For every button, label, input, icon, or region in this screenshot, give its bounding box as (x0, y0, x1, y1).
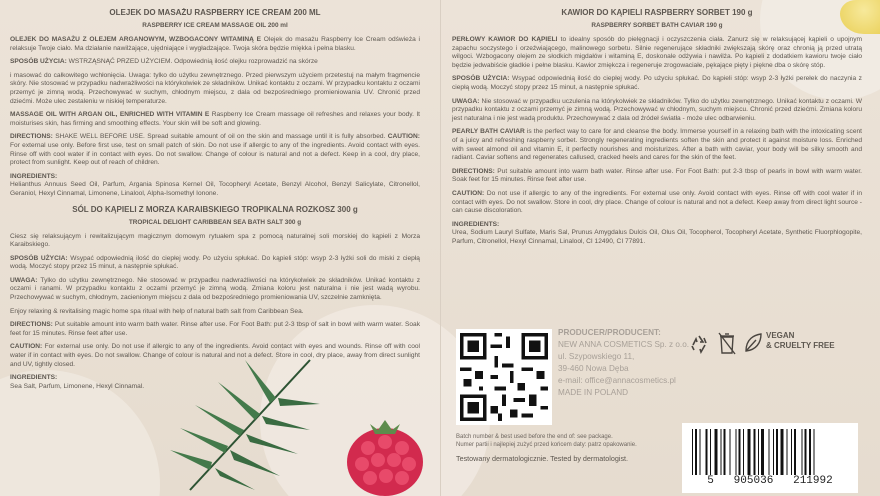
oil-description-pl (10, 36, 420, 53)
barcode-bar (700, 429, 701, 475)
barcode-bar (781, 429, 784, 475)
barcode-digits: 5 905036 211992 (707, 475, 833, 487)
caviar-lead-pl: PERŁOWY KAWIOR DO KĄPIELI (452, 36, 558, 43)
caviar-text-pl: to idealny sposób do pielęgnacji i oczyszczenia ciała. Zanurz się w relaksującej kąpieli o upojnym zapachu soczystego i orzeźwiającego, malinowego sorbetu. Silnie regenerujące składniki zwiększają skórę oraz chronią ją przed utratą wilgoci. Wzbogacony olejem ze słodkich migdałów i witaminą E, doskonale odżywia i nawilża. Po kąpieli z dodatkiem kawioru twoje ciało będzie jedwabiście gładkie i pełne blasku. Kawior zmiękcza i regeneruje zrogowaciałe, pękające pięty i piękne dba o skórę stóp. (452, 36, 862, 69)
leaf-icon (742, 331, 764, 355)
caviar-caution-label: CAUTION: (452, 189, 485, 197)
recycle-icon (688, 333, 710, 355)
vegan-line2: & CRUELTY FREE (766, 341, 835, 350)
salt-directions (10, 321, 420, 338)
barcode-bar (730, 429, 731, 475)
barcode-bar (754, 429, 756, 475)
oil-caution-label: CAUTION: (387, 133, 420, 141)
salt-caution (10, 343, 420, 369)
producer-street: ul. Szypowskiego 11, (558, 352, 635, 361)
caviar-ingredients-text: Urea, Sodium Lauryl Sulfate, Maris Sal, Prunus Amygdalus Dulcis Oil, Olus Oil, Tocopherol, Tocopheryl Acetate, Synthetic Fluorphlogopite, Parfum, Citronellol, Hexyl Cinnamal, Linalool, CI 12490, CI 77891. (452, 229, 862, 245)
salt-subtitle: TROPICAL DELIGHT CARIBBEAN SEA BATH SALT 300 g (128, 218, 302, 226)
barcode-bar (814, 429, 815, 475)
oil-ingredients-text: Helianthus Annuus Seed Oil, Parfum, Argania Spinosa Kernel Oil, Tocopheryl Acetate, Benzyl Alcohol, Benzyl Salicylate, Citronellol, Geraniol, Hexyl Cinnamal, Limonene, Linalool, Alpha-Isomethyl Ionone. (10, 181, 420, 197)
barcode-bar (809, 429, 811, 475)
qr-code[interactable] (456, 329, 552, 425)
barcode-bar (695, 429, 697, 475)
caviar-usage-pl (452, 75, 862, 92)
caviar-warning-label: UWAGA: (452, 97, 480, 105)
salt-description-pl: Ciesz się relaksującym i rewitalizującym magicznym domowym rytuałem spa z pomocą naturalnej soli morskiej do kąpieli z Morza Karaibskiego. (10, 232, 420, 249)
salt-usage-pl (10, 255, 420, 272)
salt-caution-text: For external use only. Do not use if allergic to any of the ingredients. Avoid contact with eyes and wounds. Rinse off with cool water if in contact with eyes. Do not swallow. Change of colour is natural and not a defect. Store in cool, dry place, away from direct sunlight and UV, tightly closed. (10, 343, 420, 368)
barcode-bar (710, 429, 711, 475)
oil-lead-en: MASSAGE OIL WITH ARGAN OIL, ENRICHED WITH VITAMIN E (10, 111, 210, 119)
oil-ingredients (10, 173, 420, 199)
oil-lead-pl: OLEJEK DO MASAŻU Z OLEJEM ARGANOWYM, WZBOGACONY WITAMINĄ E (10, 36, 262, 43)
caviar-caution (452, 190, 862, 216)
made-in: MADE IN POLAND (558, 388, 629, 397)
oil-text-pl: Olejek do masażu Raspberry Ice Cream odświeża i relaksuje Twoje ciało. Ma działanie nawilżające, ujędniające i wygładzające. Twoja skóra będzie miękka i pełna blasku. (10, 36, 420, 52)
caviar-text-en: is the perfect way to care for and cleanse the body. Immerse yourself in a relaxing bath with the intoxicating scent of a juicy and refreshing raspberry sorbet. Strongly regenerating ingredients soften the skin and protect it against moisture loss. Enriched with sweet almond oil and vitamin E, it perfectly nourishes and moisturizes. After a bath with caviar, your body will be silky smooth and radiant. Caviar softens and regenerates callused, cracked heels and cares for the skin of the feet. (452, 128, 862, 162)
barcode-bar (743, 429, 744, 475)
caviar-warning-text: Nie stosować w przypadku uczulenia na którykolwiek ze składników. Tylko do użytku zewnętrznego. Unikać kontaktu z oczami. W przypadku kontaktu z oczami przemyć je zimną wodą. Przechowywać w chłodnym, suchym miejscu. Chronić przed dziećmi. Zmiana koloru jest naturalna i nie jest wadą produktu. Przechowywać z dala od źródeł światła - może ulec odbarwieniu. (452, 97, 863, 122)
salt-title: SÓL DO KĄPIELI Z MORZA KARAIBSKIEGO TROPIKALNA ROZKOSZ 300 g (72, 204, 358, 214)
caviar-usage-label: SPOSÓB UŻYCIA: (452, 75, 510, 83)
caviar-usage-text: Wsypać odpowiednią ilość do ciepłej wody. Po użyciu spłukać. Do kąpieli stóp: wsyp 2-3 łyżki perełek do naczynia z ciepłą wodą. Moczyć stopy przez 15 minut, a następnie spłukać. (452, 75, 862, 91)
caviar-title: KAWIOR DO KĄPIELI RASPBERRY SORBET 190 g (561, 8, 753, 17)
left-column (10, 8, 420, 396)
producer-email[interactable]: e-mail: office@annacosmetics.pl (558, 376, 676, 385)
salt-caution-label: CAUTION: (10, 343, 43, 351)
producer-label: PRODUCER/PRODUCENT: (558, 328, 661, 337)
salt-usage-label: SPOSÓB UŻYCIA: (10, 254, 68, 262)
barcode-bar (692, 429, 693, 475)
oil-directions-label: DIRECTIONS: (10, 133, 53, 141)
barcode-bar (761, 429, 764, 475)
caviar-ingredients (452, 221, 862, 247)
barcode-bar (773, 429, 774, 475)
barcode-bar (802, 429, 803, 475)
barcode-bar (791, 429, 792, 475)
batch-note-pl: Numer partii i najlepiej zużyć przed końcem daty: patrz opakowanie. (456, 442, 637, 448)
oil-directions (10, 133, 420, 167)
barcode-bar (794, 429, 796, 475)
barcode-bar (739, 429, 741, 475)
barcode-bar (748, 429, 751, 475)
barcode-bars (692, 429, 848, 475)
caviar-caution-text: Do not use if allergic to any of the ingredients. For external use only. Avoid contact with eyes. Rinse off with cool water if in contact with eyes. Do not swallow. Store in cool, dry place. Change of colour is natural and not a defect. Keep away from direct light source - can cause discoloration. (452, 189, 862, 215)
oil-usage-pl (10, 58, 420, 67)
barcode-bar (721, 429, 722, 475)
vegan-line1: VEGAN (766, 331, 795, 340)
bin-icon (718, 331, 736, 355)
raspberry-image (340, 418, 430, 496)
salt-directions-label: DIRECTIONS: (10, 321, 53, 329)
dermatologically-tested: Testowany dermatologicznie. Tested by dermatologist. (456, 454, 629, 463)
barcode-bar (706, 429, 708, 475)
caviar-description-pl (452, 36, 862, 70)
oil-caution-text: For external use only. Before first use, test on small patch of skin. Do not use if allergic to any of the ingredients. Avoid contact with eyes. Rinse off with cool water if in contact with eyes. Do not swallow. Change of colour is natural and not a defect. Keep in a cool, dry place, protect from sunlight. Keep out of reach of children. (10, 141, 420, 167)
oil-usage-pl-continued: i masować do całkowitego wchłonięcia. Uwaga: tylko do użytku zewnętrznego. Przed pierwszym użyciem przetestuj na małym fragmencie skóry. Nie stosować w przypadku nadwrażliwości na którykolwiek ze składników. Unikać kontaktu z oczami. W przypadku kontaktu z oczami przemyć je zimną wodą. Przechowywać w suchym, chłodnym miejscu, z dala od bezpośredniego promieniowania UV. Chronić przed dziećmi. Może ulec zestaleniu w niskiej temperaturze. (10, 71, 420, 105)
column-divider (440, 0, 441, 496)
salt-warning-label: UWAGA: (10, 276, 38, 284)
barcode-bar (776, 429, 778, 475)
barcode-bar (724, 429, 726, 475)
oil-usage-label: SPOSÓB UŻYCIA: (10, 58, 67, 66)
info-block (452, 325, 872, 495)
producer-info (558, 327, 689, 399)
caviar-ingredients-label: INGREDIENTS: (452, 220, 500, 228)
right-column (452, 8, 862, 251)
oil-description-en (10, 111, 420, 128)
oil-text-en: Raspberry Ice Cream massage oil refreshes and relaxes your body. It moisturises skin, has firming and smoothing effects. Your skin will be soft and glowing. (10, 111, 420, 127)
salt-directions-text: Put suitable amount into warm bath water. Rinse after use. For Foot Bath: put 2-3 tbsp of salt in bowl with warm water. Soak feet for 15 minutes. Rinse feet after use. (10, 321, 420, 337)
producer-company: NEW ANNA COSMETICS Sp. z o.o. (558, 340, 690, 349)
caviar-subtitle: RASPBERRY SORBET BATH CAVIAR 190 g (591, 22, 723, 29)
batch-note (456, 433, 637, 449)
salt-ingredients-text: Sea Salt, Parfum, Limonene, Hexyl Cinnamal. (10, 382, 145, 390)
caviar-directions-label: DIRECTIONS: (452, 167, 495, 175)
salt-warning-pl (10, 277, 420, 303)
producer-city: 39-460 Nowa Dęba (558, 364, 629, 373)
vegan-badge (766, 331, 835, 351)
oil-ingredients-label: INGREDIENTS: (10, 172, 58, 180)
salt-warning-text: Tylko do użytku zewnętrznego. Nie stosować w przypadku nadwrażliwości na którykolwiek ze składników. Unikać kontaktu z oczami i ranami. W przypadku kontaktu z oczami przemyć je zimną wodą. Zmiana koloru jest naturalna i nie jest wadą wyrobu. Przechowywać w suchym, chłodnym, zacienionym miejscu z dala od bezpośredniego promieniowania UV, szczelnie zamknięta. (10, 276, 420, 302)
oil-subtitle: RASPBERRY ICE CREAM MASSAGE OIL 200 ml (142, 22, 288, 29)
caviar-lead-en: PEARLY BATH CAVIAR (452, 128, 525, 136)
barcode-bar (715, 429, 718, 475)
salt-ingredients (10, 374, 420, 391)
oil-directions-text: SHAKE WELL BEFORE USE. Spread suitable amount of oil on the skin and massage until it is fully absorbed. (55, 133, 386, 141)
salt-ingredients-label: INGREDIENTS: (10, 374, 58, 382)
caviar-description-en (452, 128, 862, 162)
caviar-warning-pl (452, 98, 862, 124)
salt-description-en: Enjoy relaxing & revitalising magic home spa ritual with help of natural bath salt from Caribbean Sea. (10, 307, 304, 315)
oil-usage-text: WSTRZĄSNĄĆ PRZED UŻYCIEM. Odpowiednią ilość olejku rozprowadzić na skórze (68, 58, 318, 66)
caviar-directions (452, 168, 862, 185)
caviar-directions-text: Put suitable amount into warm bath water. Rinse after use. For Foot Bath: put 2-3 tbsp of pearls in bowl with warm water. Soak feet for 15 minutes. Rinse feet after use. (452, 167, 862, 184)
oil-title: OLEJEK DO MASAŻU RASPBERRY ICE CREAM 200 ML (109, 8, 321, 17)
salt-usage-text: Wsypać odpowiednią ilość do ciepłej wody. Po użyciu spłukać. Do kąpieli stóp: wsyp 2-3 łyżki soli do miski z ciepłą wodą. Moczyć stopy przez 15 minut, a następnie spłukać. (10, 254, 420, 271)
batch-note-en: Batch number & best used before the end of: see package. (456, 434, 613, 440)
barcode-bar (758, 429, 759, 475)
barcode-bar (805, 429, 807, 475)
barcode (682, 423, 858, 493)
barcode-bar (787, 429, 788, 475)
barcode-bar (736, 429, 737, 475)
barcode-bar (769, 429, 770, 475)
